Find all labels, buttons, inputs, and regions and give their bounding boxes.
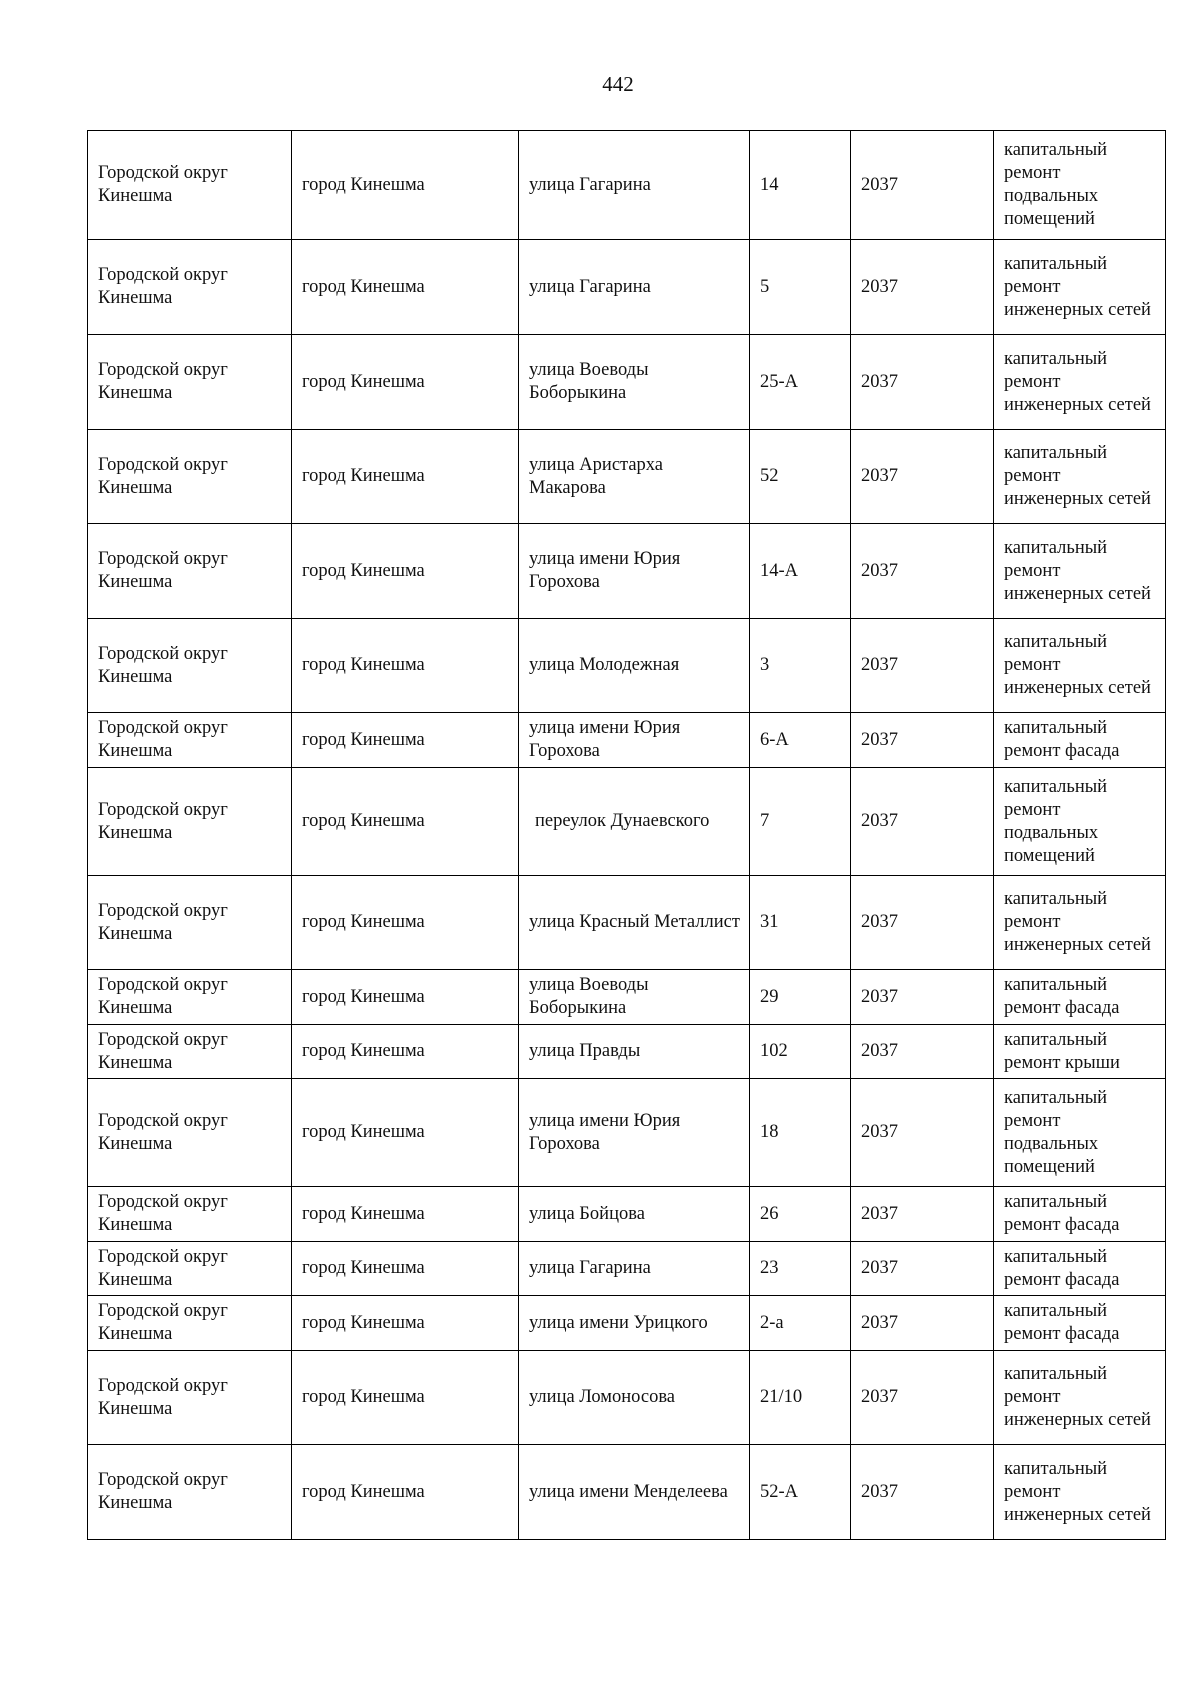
- work-type-cell-text: капитальный ремонт инженерных сетей: [1004, 537, 1151, 604]
- work-type-cell: [994, 876, 1166, 970]
- district-cell-text: Городской округ Кинешма: [98, 265, 228, 308]
- district-cell-text: Городской округ Кинешма: [98, 718, 228, 761]
- work-type-cell-text: капитальный ремонт фасада: [1004, 1192, 1120, 1235]
- house-number-cell: [750, 335, 851, 430]
- city-cell-text: город Кинешма: [302, 1481, 425, 1502]
- district-cell: [88, 1445, 292, 1540]
- city-cell: [292, 524, 519, 619]
- year-cell-text: 2037: [861, 655, 898, 675]
- house-number-cell-text: 3: [760, 655, 770, 675]
- house-number-cell: [750, 619, 851, 713]
- table-row: [88, 713, 1166, 768]
- district-cell-text: Городской округ Кинешма: [98, 1246, 228, 1290]
- street-cell-text: улица Бойцова: [529, 1203, 645, 1224]
- street-cell: [519, 619, 750, 713]
- work-type-cell-text: капитальный ремонт инженерных сетей: [1004, 348, 1151, 415]
- city-cell-text: город Кинешма: [302, 1258, 425, 1278]
- house-number-cell-text: 29: [760, 986, 779, 1007]
- work-type-cell-text: капитальный ремонт подвальных помещений: [1004, 1087, 1108, 1177]
- work-type-cell-text: капитальный ремонт крыши: [1004, 1029, 1120, 1073]
- year-cell: [851, 876, 994, 970]
- house-number-cell: [750, 131, 851, 240]
- house-number-cell-text: 31: [760, 912, 779, 932]
- year-cell: [851, 619, 994, 713]
- house-number-cell-text: 5: [760, 276, 770, 297]
- table-row: [88, 876, 1166, 970]
- street-cell: [519, 1445, 750, 1540]
- city-cell-text: город Кинешма: [302, 1203, 425, 1224]
- house-number-cell-text: 25-А: [760, 371, 799, 392]
- city-cell: [292, 1296, 519, 1351]
- city-cell: [292, 1351, 519, 1445]
- house-number-cell: [750, 1079, 851, 1187]
- work-type-cell: [994, 131, 1166, 240]
- house-number-cell-text: 52: [760, 466, 779, 486]
- house-number-cell: [750, 1296, 851, 1351]
- street-cell-text: улица Воеводы Боборыкина: [529, 360, 649, 403]
- district-cell-text: Городской округ Кинешма: [98, 1110, 228, 1154]
- table-row: [88, 131, 1166, 240]
- street-cell-text: улица имени Юрия Горохова: [529, 718, 681, 761]
- house-number-cell-text: 102: [760, 1041, 788, 1061]
- street-cell-text: улица Молодежная: [529, 655, 680, 675]
- house-number-cell: [750, 970, 851, 1025]
- street-cell-text: улица Ломоносова: [529, 1387, 676, 1407]
- year-cell: [851, 1187, 994, 1242]
- district-cell-text: Городской округ Кинешма: [98, 900, 228, 944]
- house-number-cell: [750, 1242, 851, 1296]
- table-row: [88, 335, 1166, 430]
- house-number-cell: [750, 524, 851, 619]
- district-cell-text: Городской округ Кинешма: [98, 1301, 228, 1344]
- work-type-cell-text: капитальный ремонт подвальных помещений: [1004, 776, 1108, 866]
- year-cell-text: 2037: [861, 174, 898, 195]
- city-cell-text: город Кинешма: [302, 811, 425, 831]
- year-cell: [851, 970, 994, 1025]
- district-cell: [88, 1187, 292, 1242]
- street-cell-text: улица имени Урицкого: [529, 1312, 708, 1333]
- house-number-cell-text: 52-А: [760, 1481, 799, 1502]
- city-cell-text: город Кинешма: [302, 912, 425, 932]
- house-number-cell-text: 21/10: [760, 1387, 803, 1407]
- house-number-cell: [750, 1025, 851, 1079]
- house-number-cell: [750, 1445, 851, 1540]
- district-cell: [88, 876, 292, 970]
- year-cell: [851, 240, 994, 335]
- street-cell: [519, 1187, 750, 1242]
- city-cell-text: город Кинешма: [302, 1312, 425, 1333]
- work-type-cell: [994, 335, 1166, 430]
- year-cell-text: 2037: [861, 1122, 898, 1142]
- city-cell: [292, 1445, 519, 1540]
- street-cell-text: улица Красный Металлист: [529, 912, 740, 932]
- table-row: [88, 1242, 1166, 1296]
- year-cell: [851, 713, 994, 768]
- district-cell: [88, 131, 292, 240]
- street-cell-text: улица Гагарина: [529, 174, 651, 195]
- work-type-cell: [994, 1351, 1166, 1445]
- work-type-cell: [994, 619, 1166, 713]
- year-cell: [851, 768, 994, 876]
- district-cell: [88, 335, 292, 430]
- table-row: [88, 1187, 1166, 1242]
- year-cell-text: 2037: [861, 1387, 898, 1407]
- work-type-cell-text: капитальный ремонт инженерных сетей: [1004, 1458, 1151, 1525]
- street-cell: [519, 131, 750, 240]
- house-number-cell-text: 18: [760, 1122, 779, 1142]
- city-cell-text: город Кинешма: [302, 466, 425, 486]
- year-cell-text: 2037: [861, 1481, 898, 1502]
- work-type-cell: [994, 1187, 1166, 1242]
- city-cell-text: город Кинешма: [302, 371, 425, 392]
- street-cell: [519, 524, 750, 619]
- district-cell-text: Городской округ Кинешма: [98, 1470, 228, 1513]
- year-cell: [851, 335, 994, 430]
- city-cell-text: город Кинешма: [302, 560, 425, 581]
- year-cell: [851, 1025, 994, 1079]
- year-cell: [851, 131, 994, 240]
- city-cell-text: город Кинешма: [302, 1387, 425, 1407]
- city-cell: [292, 768, 519, 876]
- city-cell: [292, 131, 519, 240]
- work-type-cell-text: капитальный ремонт инженерных сетей: [1004, 632, 1151, 698]
- house-number-cell-text: 14: [760, 174, 779, 195]
- year-cell-text: 2037: [861, 729, 898, 750]
- district-cell: [88, 1296, 292, 1351]
- district-cell: [88, 713, 292, 768]
- city-cell: [292, 1025, 519, 1079]
- city-cell-text: город Кинешма: [302, 986, 425, 1007]
- district-cell-text: Городской округ Кинешма: [98, 1375, 228, 1419]
- district-cell-text: Городской округ Кинешма: [98, 454, 228, 498]
- table-row: [88, 1296, 1166, 1351]
- year-cell-text: 2037: [861, 1258, 898, 1278]
- city-cell-text: город Кинешма: [302, 655, 425, 675]
- table-row: [88, 1445, 1166, 1540]
- table-row: [88, 430, 1166, 524]
- district-cell: [88, 1079, 292, 1187]
- work-type-cell-text: капитальный ремонт подвальных помещений: [1004, 140, 1108, 229]
- street-cell: [519, 1296, 750, 1351]
- year-cell-text: 2037: [861, 276, 898, 297]
- city-cell: [292, 430, 519, 524]
- city-cell: [292, 1187, 519, 1242]
- city-cell-text: город Кинешма: [302, 1122, 425, 1142]
- street-cell: [519, 768, 750, 876]
- district-cell-text: Городской округ Кинешма: [98, 643, 228, 687]
- work-type-cell-text: капитальный ремонт инженерных сетей: [1004, 889, 1151, 955]
- work-type-cell: [994, 1242, 1166, 1296]
- district-cell-text: Городской округ Кинешма: [98, 1192, 228, 1235]
- district-cell: [88, 240, 292, 335]
- street-cell-text: улица Правды: [529, 1041, 641, 1061]
- year-cell: [851, 430, 994, 524]
- street-cell-text: улица Аристарха Макарова: [529, 454, 664, 498]
- table-row: [88, 240, 1166, 335]
- district-cell-text: Городской округ Кинешма: [98, 799, 228, 843]
- city-cell: [292, 970, 519, 1025]
- city-cell: [292, 1079, 519, 1187]
- year-cell-text: 2037: [861, 466, 898, 486]
- street-cell: [519, 970, 750, 1025]
- house-number-cell: [750, 1351, 851, 1445]
- year-cell: [851, 1445, 994, 1540]
- street-cell-text: улица Воеводы Боборыкина: [529, 975, 649, 1018]
- work-type-cell-text: капитальный ремонт фасада: [1004, 975, 1120, 1018]
- table-row: [88, 524, 1166, 619]
- street-cell: [519, 1351, 750, 1445]
- page-number: 442: [602, 72, 634, 96]
- street-cell: [519, 240, 750, 335]
- city-cell: [292, 713, 519, 768]
- work-type-cell-text: капитальный ремонт инженерных сетей: [1004, 1364, 1151, 1430]
- year-cell-text: 2037: [861, 560, 898, 581]
- district-cell-text: Городской округ Кинешма: [98, 163, 228, 206]
- district-cell-text: Городской округ Кинешма: [98, 360, 228, 403]
- table-row: [88, 768, 1166, 876]
- street-cell: [519, 713, 750, 768]
- district-cell: [88, 768, 292, 876]
- work-type-cell: [994, 1079, 1166, 1187]
- street-cell-text: улица Гагарина: [529, 276, 651, 297]
- work-type-cell: [994, 1296, 1166, 1351]
- work-type-cell: [994, 970, 1166, 1025]
- district-cell: [88, 619, 292, 713]
- house-number-cell: [750, 240, 851, 335]
- street-cell: [519, 335, 750, 430]
- year-cell-text: 2037: [861, 811, 898, 831]
- work-type-cell-text: капитальный ремонт фасада: [1004, 718, 1120, 761]
- table-row: [88, 970, 1166, 1025]
- district-cell-text: Городской округ Кинешма: [98, 549, 228, 592]
- street-cell: [519, 1025, 750, 1079]
- year-cell-text: 2037: [861, 1312, 898, 1333]
- year-cell-text: 2037: [861, 986, 898, 1007]
- district-cell: [88, 970, 292, 1025]
- house-number-cell: [750, 713, 851, 768]
- city-cell-text: город Кинешма: [302, 1041, 425, 1061]
- house-number-cell-text: 14-А: [760, 560, 799, 581]
- house-number-cell-text: 6-А: [760, 729, 789, 750]
- street-cell-text: улица имени Юрия Горохова: [529, 1110, 681, 1154]
- city-cell-text: город Кинешма: [302, 729, 425, 750]
- work-type-cell: [994, 1445, 1166, 1540]
- house-number-cell-text: 26: [760, 1203, 779, 1224]
- year-cell-text: 2037: [861, 371, 898, 392]
- year-cell: [851, 1079, 994, 1187]
- work-type-cell-text: капитальный ремонт фасада: [1004, 1246, 1120, 1290]
- street-cell: [519, 1079, 750, 1187]
- street-cell: [519, 430, 750, 524]
- work-type-cell: [994, 768, 1166, 876]
- table-body: [88, 131, 1166, 1540]
- district-cell: [88, 1242, 292, 1296]
- table-row: [88, 1351, 1166, 1445]
- year-cell: [851, 1351, 994, 1445]
- city-cell: [292, 619, 519, 713]
- house-number-cell: [750, 876, 851, 970]
- table-row: [88, 1025, 1166, 1079]
- work-type-cell: [994, 524, 1166, 619]
- year-cell-text: 2037: [861, 1203, 898, 1224]
- district-cell: [88, 1351, 292, 1445]
- city-cell-text: город Кинешма: [302, 276, 425, 297]
- work-type-cell-text: капитальный ремонт инженерных сетей: [1004, 253, 1151, 320]
- street-cell: [519, 876, 750, 970]
- table-row: [88, 1079, 1166, 1187]
- house-number-cell: [750, 1187, 851, 1242]
- year-cell: [851, 1242, 994, 1296]
- street-cell-text: улица Гагарина: [529, 1258, 651, 1278]
- district-cell: [88, 524, 292, 619]
- year-cell: [851, 524, 994, 619]
- repair-schedule-table: [87, 130, 1166, 1540]
- district-cell-text: Городской округ Кинешма: [98, 975, 228, 1018]
- work-type-cell-text: капитальный ремонт инженерных сетей: [1004, 443, 1151, 509]
- house-number-cell-text: 2-а: [760, 1312, 784, 1333]
- house-number-cell-text: 23: [760, 1258, 779, 1278]
- street-cell-text: улица имени Менделеева: [529, 1481, 728, 1502]
- table-row: [88, 619, 1166, 713]
- year-cell-text: 2037: [861, 912, 898, 932]
- year-cell-text: 2037: [861, 1041, 898, 1061]
- city-cell: [292, 335, 519, 430]
- house-number-cell-text: 7: [760, 811, 770, 831]
- city-cell: [292, 1242, 519, 1296]
- work-type-cell-text: капитальный ремонт фасада: [1004, 1301, 1120, 1344]
- work-type-cell: [994, 240, 1166, 335]
- work-type-cell: [994, 1025, 1166, 1079]
- house-number-cell: [750, 430, 851, 524]
- district-cell-text: Городской округ Кинешма: [98, 1029, 228, 1073]
- street-cell: [519, 1242, 750, 1296]
- district-cell: [88, 1025, 292, 1079]
- street-cell-text: переулок Дунаевского: [535, 811, 710, 831]
- work-type-cell: [994, 713, 1166, 768]
- city-cell-text: город Кинешма: [302, 174, 425, 195]
- city-cell: [292, 240, 519, 335]
- work-type-cell: [994, 430, 1166, 524]
- year-cell: [851, 1296, 994, 1351]
- street-cell-text: улица имени Юрия Горохова: [529, 549, 681, 592]
- city-cell: [292, 876, 519, 970]
- house-number-cell: [750, 768, 851, 876]
- district-cell: [88, 430, 292, 524]
